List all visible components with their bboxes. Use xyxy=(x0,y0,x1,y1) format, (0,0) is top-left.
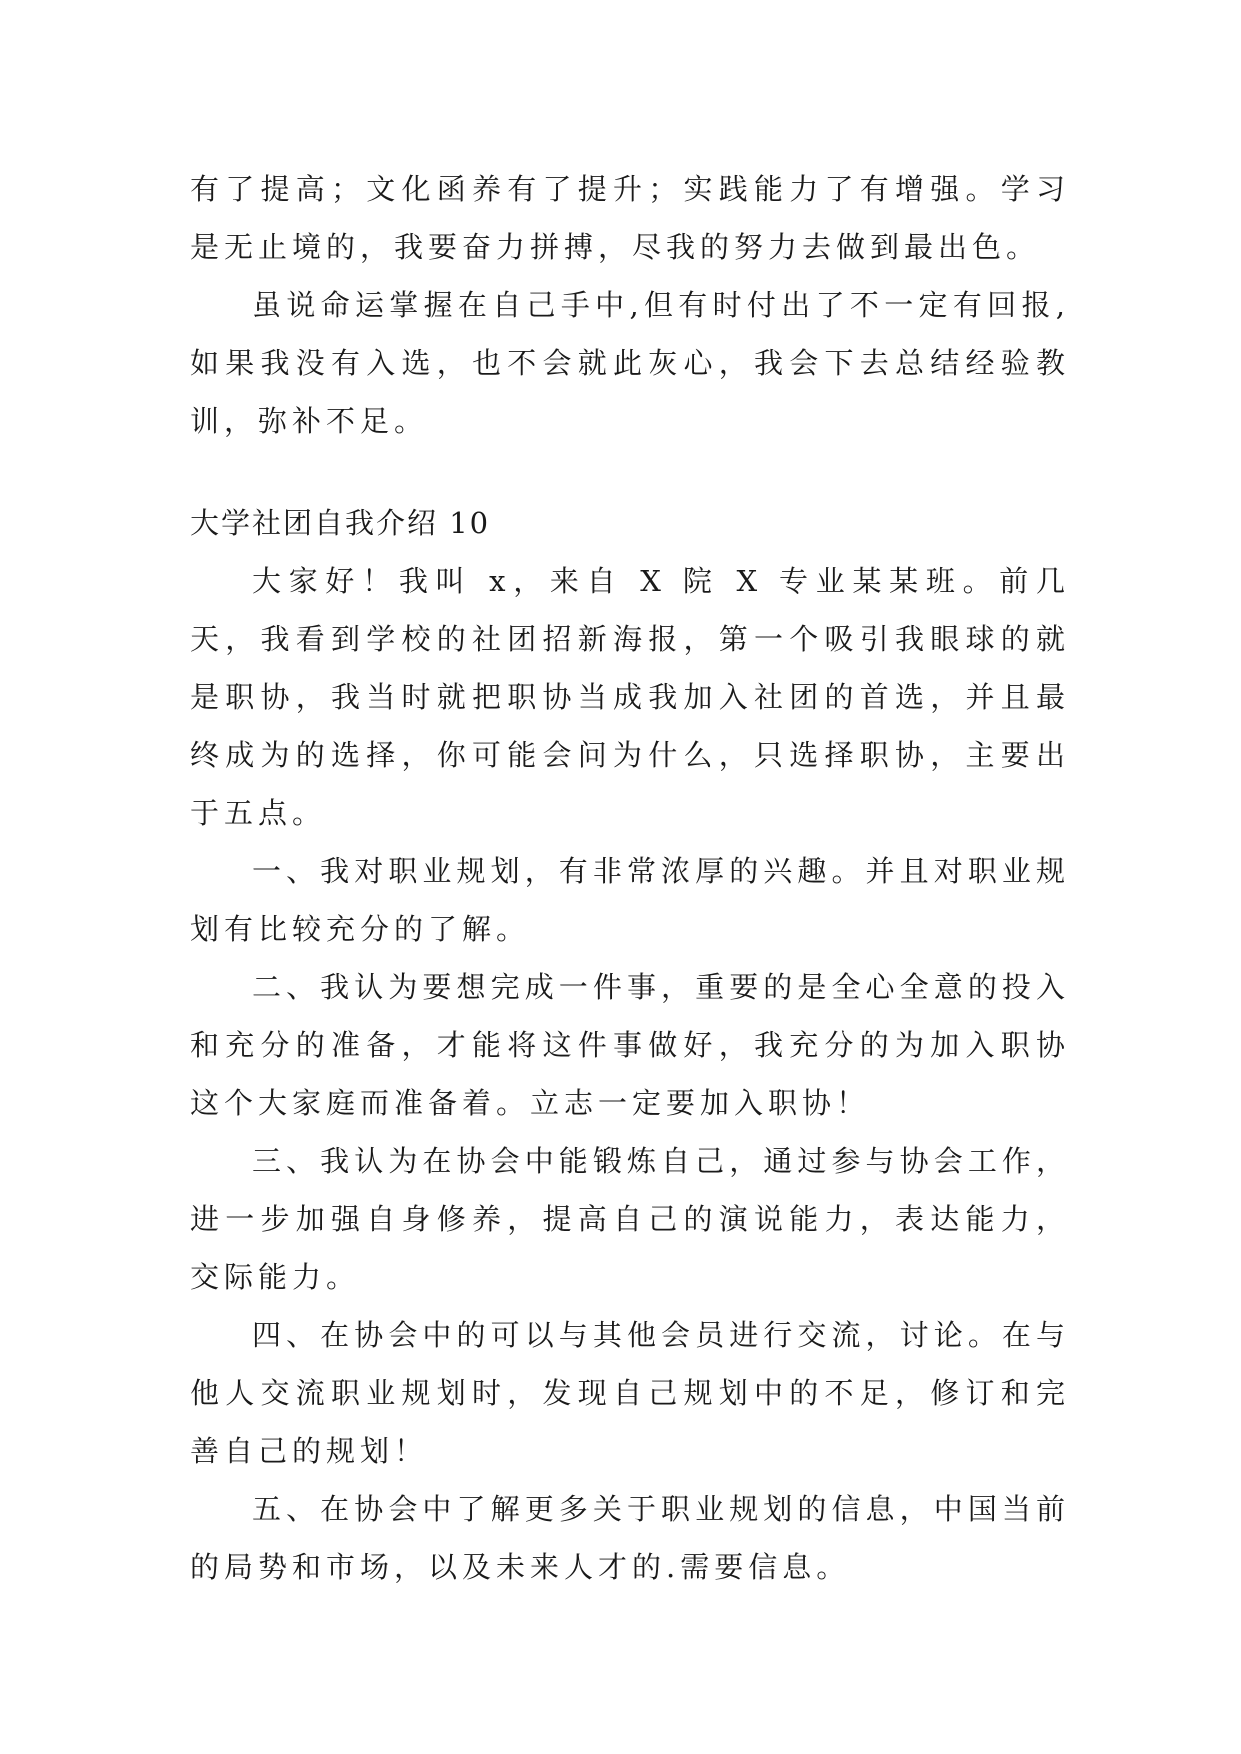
paragraph-fate: 虽说命运掌握在自己手中,但有时付出了不一定有回报,如果我没有入选，也不会就此灰心，我会下去总结经验教训，弥补不足。 xyxy=(190,288,1070,438)
paragraph-point-four: 四、在协会中的可以与其他会员进行交流，讨论。在与他人交流职业规划时，发现自己规划中的不足，修订和完善自己的规划！ xyxy=(190,1318,1070,1468)
paragraph-continuation: 有了提高；文化函养有了提升；实践能力了有增强。学习是无止境的，我要奋力拼搏，尽我的努力去做到最出色。 xyxy=(190,172,1070,264)
paragraph-greeting: 大家好！我叫 x，来自 X 院 X 专业某某班。前几天，我看到学校的社团招新海报，第一个吸引我眼球的就是职协，我当时就把职协当成我加入社团的首选，并且最终成为的选择，你可能会问为什么，只选择职协，主要出于五点。 xyxy=(190,564,1070,830)
paragraph-point-two: 二、我认为要想完成一件事，重要的是全心全意的投入和充分的准备，才能将这件事做好，我充分的为加入职协这个大家庭而准备着。立志一定要加入职协！ xyxy=(190,970,1070,1120)
section-title: 大学社团自我介绍 10 xyxy=(190,506,491,540)
paragraph-point-one: 一、我对职业规划，有非常浓厚的兴趣。并且对职业规划有比较充分的了解。 xyxy=(190,854,1070,946)
document-page xyxy=(190,160,1070,1596)
paragraph-point-five: 五、在协会中了解更多关于职业规划的信息，中国当前的局势和市场，以及未来人才的.需要信息。 xyxy=(190,1492,1070,1584)
paragraph-point-three: 三、我认为在协会中能锻炼自己，通过参与协会工作，进一步加强自身修养，提高自己的演说能力，表达能力，交际能力。 xyxy=(190,1144,1070,1294)
